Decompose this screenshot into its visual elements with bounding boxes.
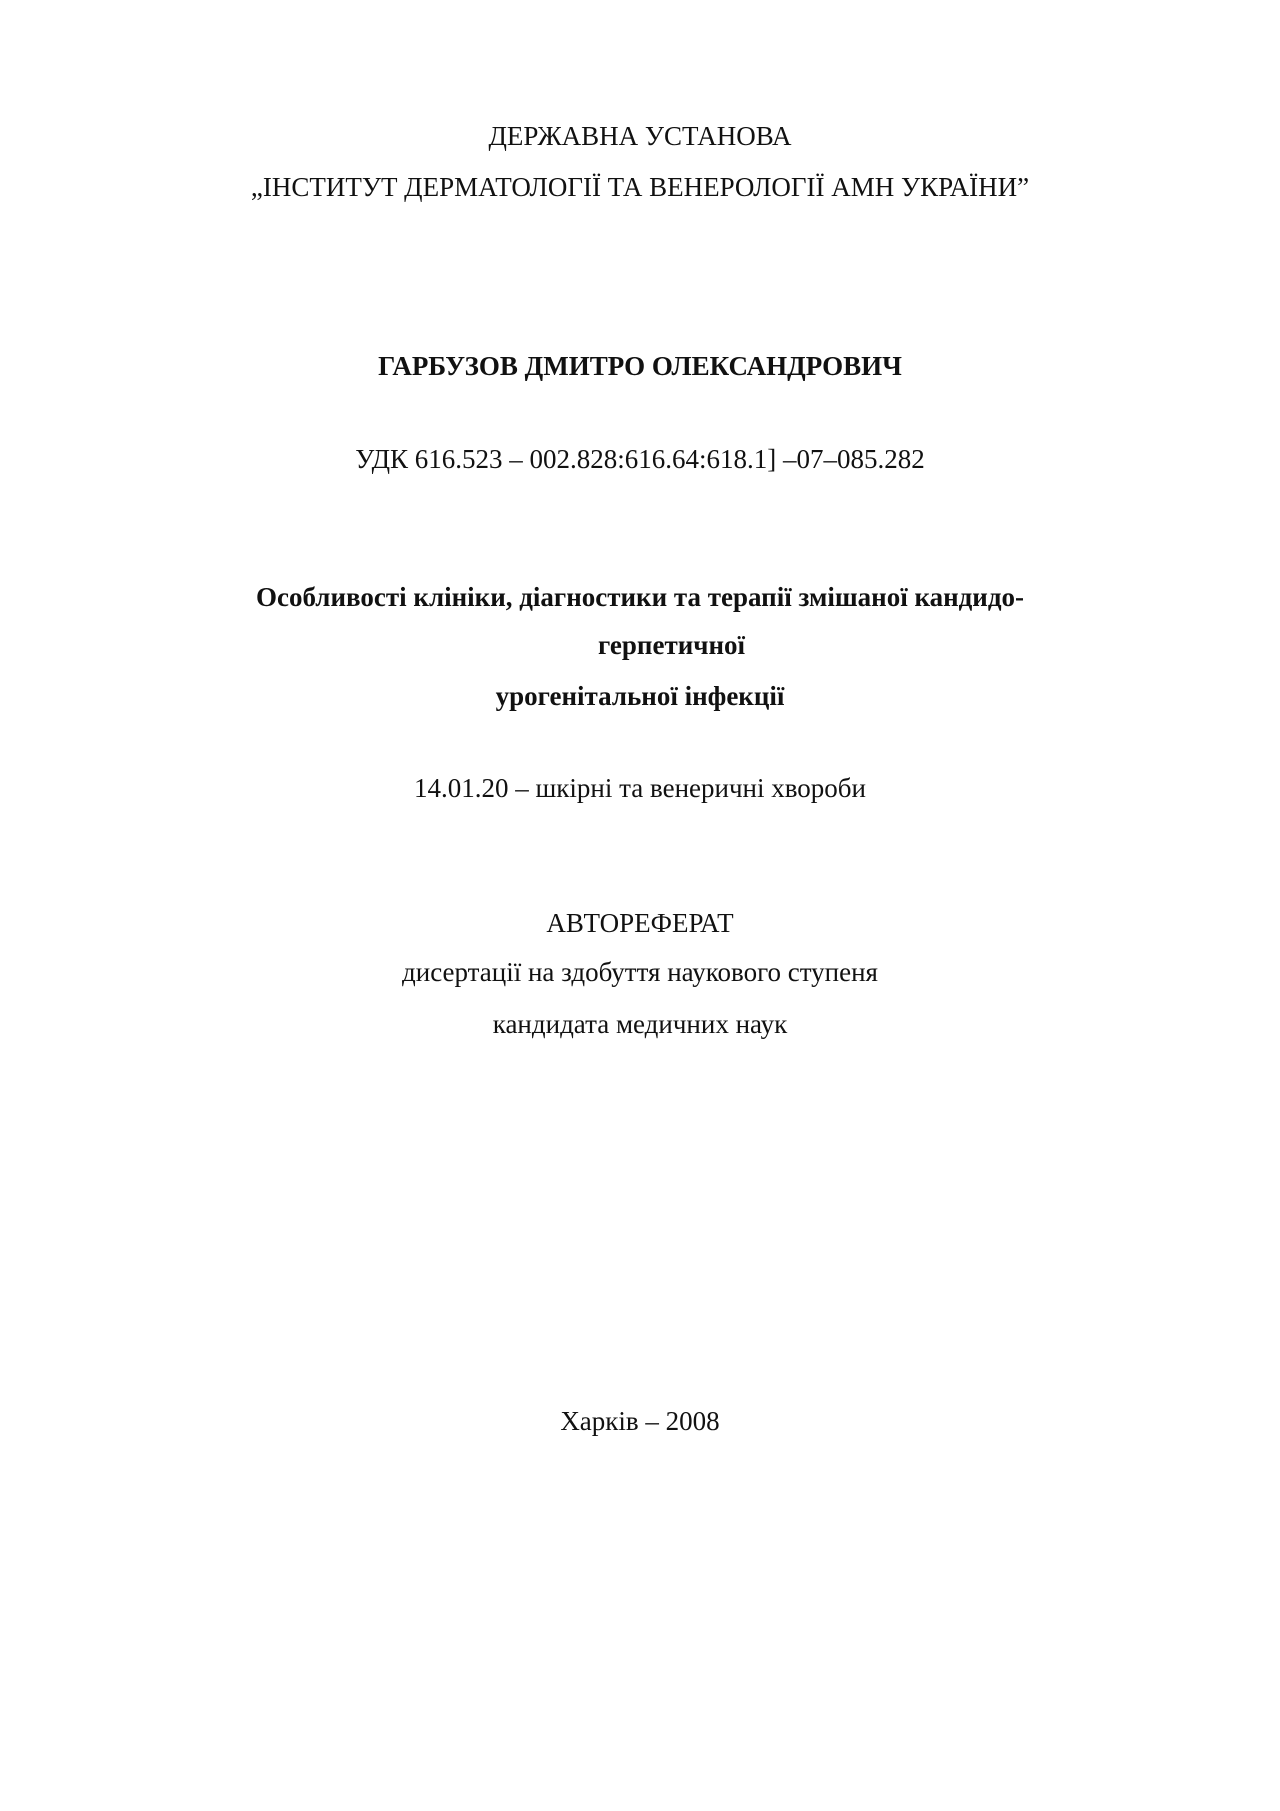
specialty-code: 14.01.20 – шкірні та венеричні хвороби bbox=[414, 773, 866, 803]
organization-line-2: „ІНСТИТУТ ДЕРМАТОЛОГІЇ ТА ВЕНЕРОЛОГІЇ АМН УКРАЇНИ” bbox=[250, 172, 1030, 202]
place-and-year: Харків – 2008 bbox=[560, 1406, 720, 1436]
document-type: АВТОРЕФЕРАТ bbox=[546, 908, 734, 938]
thesis-title-line-1: Особливості клініки, діагностики та терапії змішаної кандидо- bbox=[255, 582, 1025, 612]
udk-code: УДК 616.523 – 002.828:616.64:618.1] –07–085.282 bbox=[355, 444, 925, 474]
author-name: ГАРБУЗОВ ДМИТРО ОЛЕКСАНДРОВИЧ bbox=[378, 351, 902, 381]
thesis-title-line-2: герпетичної bbox=[598, 630, 746, 660]
document-description-line-1: дисертації на здобуття наукового ступеня bbox=[402, 957, 878, 987]
document-description-line-2: кандидата медичних наук bbox=[492, 1009, 788, 1039]
thesis-title-line-3: урогенітальної інфекції bbox=[495, 681, 785, 711]
organization-line-1: ДЕРЖАВНА УСТАНОВА bbox=[488, 121, 792, 151]
